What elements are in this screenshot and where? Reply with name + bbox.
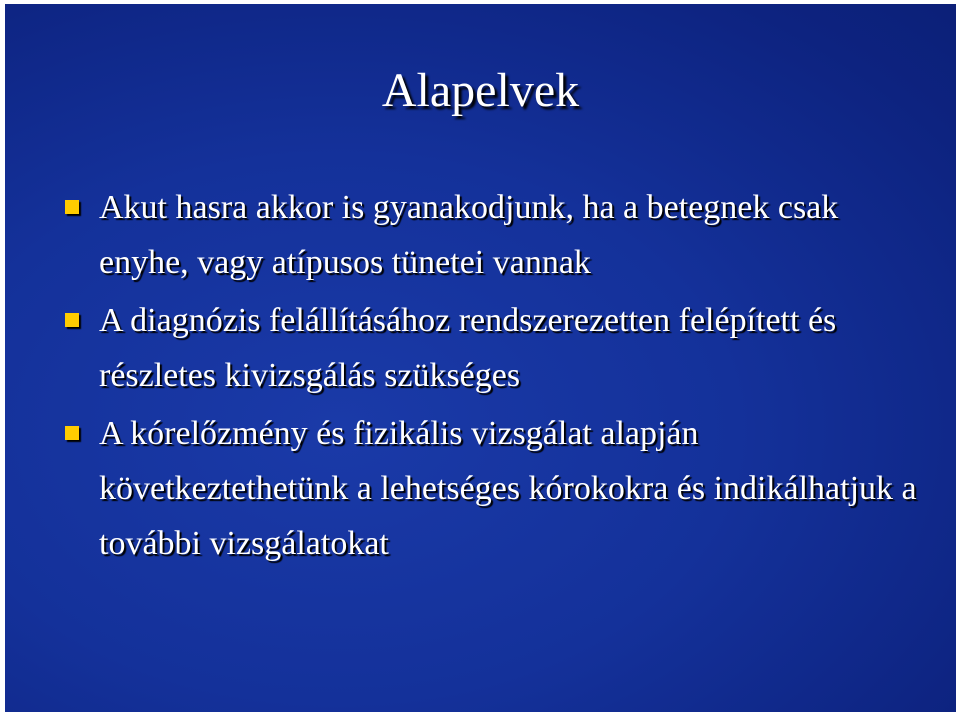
bullet-item — [61, 293, 931, 403]
square-bullet-icon — [65, 313, 79, 327]
bullet-text: A diagnózis felállításához rendszerezetten felépített és részletes kivizsgálás szükséges — [99, 302, 837, 394]
square-bullet-icon — [65, 426, 79, 440]
bullet-item — [61, 406, 931, 571]
square-bullet-icon — [65, 200, 79, 214]
bullet-item — [61, 180, 931, 290]
bullet-text: Akut hasra akkor is gyanakodjunk, ha a betegnek csak enyhe, vagy atípusos tünetei vannak — [99, 189, 839, 281]
bullet-text: A kórelőzmény és fizikális vizsgálat alapján következtethetünk a lehetséges kórokokra és indikálhatjuk a további vizsgálatokat — [99, 415, 917, 562]
slide-title: Alapelvek — [381, 64, 580, 117]
bullet-list — [61, 180, 931, 574]
slide — [5, 4, 956, 712]
